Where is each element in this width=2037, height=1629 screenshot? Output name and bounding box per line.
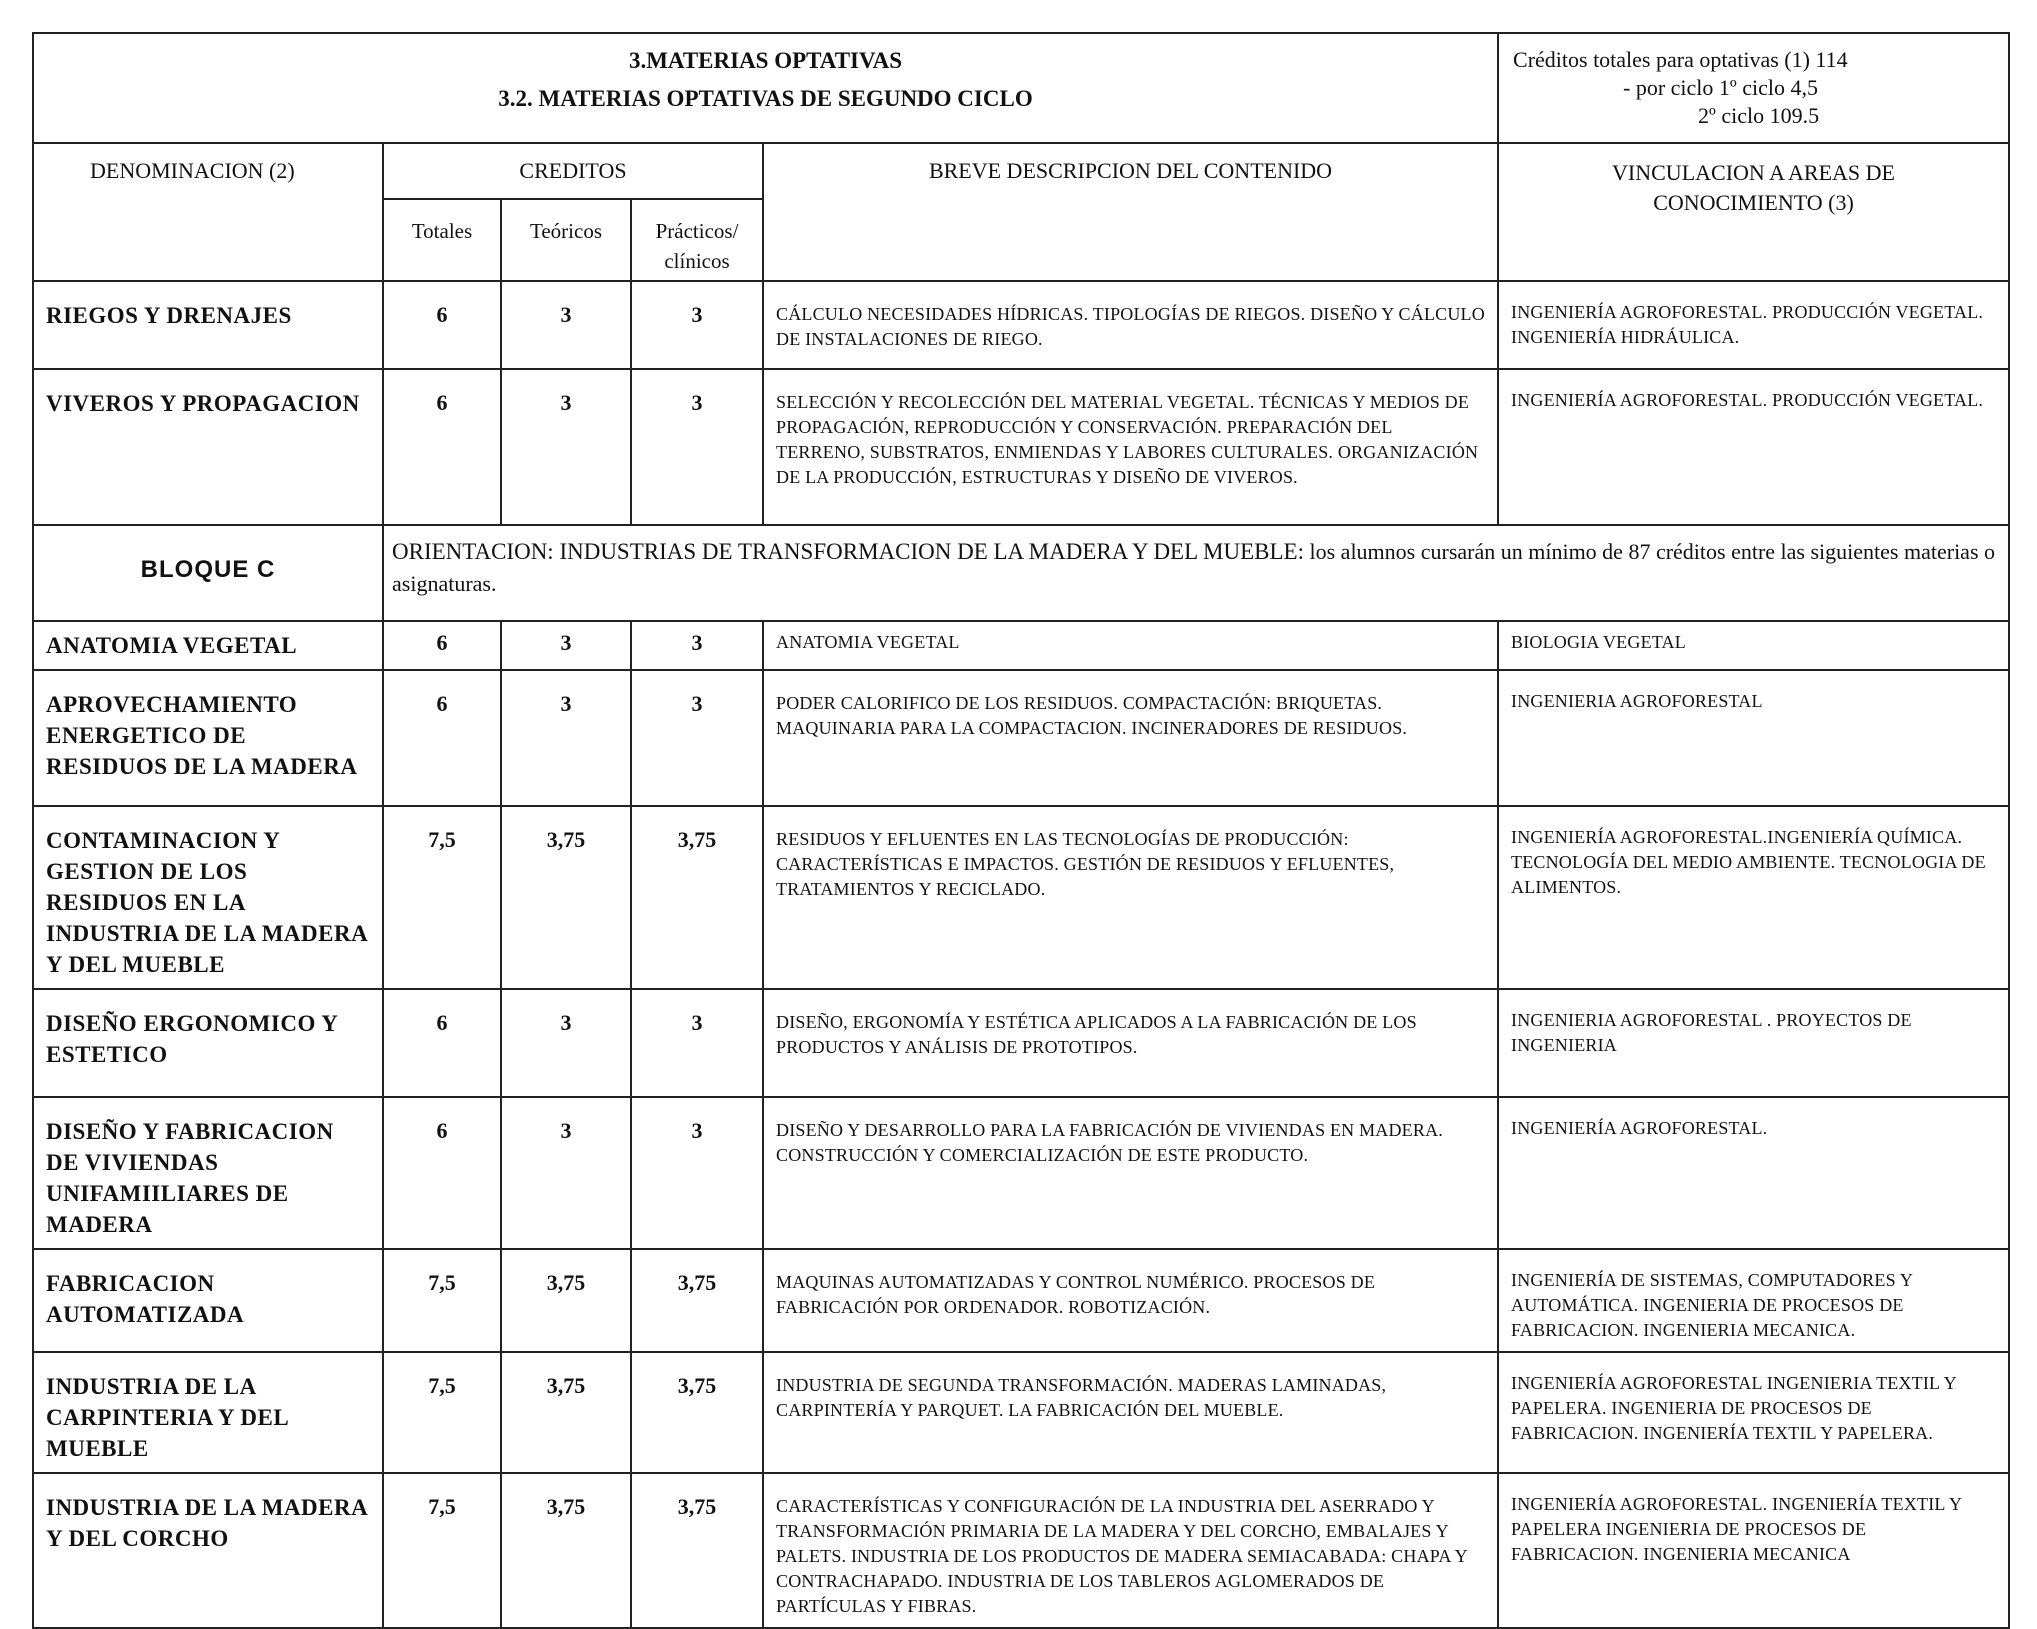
- subject-name: VIVEROS Y PROPAGACION: [33, 369, 383, 525]
- credits-first-cycle: - por ciclo 1º ciclo 4,5: [1623, 75, 1818, 100]
- credits-teoricos: 3: [501, 621, 631, 670]
- subject-name: CONTAMINACION Y GESTION DE LOS RESIDUOS EN LA INDUSTRIA DE LA MADERA Y DEL MUEBLE: [33, 806, 383, 989]
- credits-totales: 6: [383, 1097, 501, 1249]
- table-row: [33, 1249, 2009, 1352]
- knowledge-area: INGENIERÍA AGROFORESTAL. PRODUCCIÓN VEGETAL. INGENIERÍA HIDRÁULICA.: [1498, 281, 2009, 369]
- credits-totales: 6: [383, 369, 501, 525]
- knowledge-area: INGENIERÍA AGROFORESTAL. PRODUCCIÓN VEGETAL.: [1498, 369, 2009, 525]
- subject-name: ANATOMIA VEGETAL: [33, 621, 383, 670]
- content-description: INDUSTRIA DE SEGUNDA TRANSFORMACIÓN. MADERAS LAMINADAS, CARPINTERÍA Y PARQUET. LA FABRICACIÓN DEL MUEBLE.: [763, 1352, 1498, 1473]
- col-vinculacion: [1498, 143, 2009, 281]
- table-row: [33, 670, 2009, 806]
- knowledge-area: INGENIERÍA AGROFORESTAL.INGENIERÍA QUÍMICA. TECNOLOGÍA DEL MEDIO AMBIENTE. TECNOLOGIA DE ALIMENTOS.: [1498, 806, 2009, 989]
- section-subtitle: 3.2. MATERIAS OPTATIVAS DE SEGUNDO CICLO: [498, 86, 1033, 111]
- credits-totales: 7,5: [383, 1249, 501, 1352]
- credits-teoricos: 3: [501, 369, 631, 525]
- content-description: DISEÑO Y DESARROLLO PARA LA FABRICACIÓN DE VIVIENDAS EN MADERA. CONSTRUCCIÓN Y COMERCIALIZACIÓN DE ESTE PRODUCTO.: [763, 1097, 1498, 1249]
- col-vinculacion-line1: VINCULACION A AREAS DE: [1612, 160, 1895, 185]
- credits-practicos: 3: [631, 621, 763, 670]
- col-teoricos: Teóricos: [501, 199, 631, 281]
- bloque-description: [383, 525, 2009, 621]
- knowledge-area: BIOLOGIA VEGETAL: [1498, 621, 2009, 670]
- subject-name: INDUSTRIA DE LA MADERA Y DEL CORCHO: [33, 1473, 383, 1628]
- document-sheet: [32, 32, 2008, 1629]
- col-practicos: [631, 199, 763, 281]
- table-row: [33, 1352, 2009, 1473]
- subject-name: RIEGOS Y DRENAJES: [33, 281, 383, 369]
- title-row: [33, 33, 2009, 143]
- knowledge-area: INGENIERIA AGROFORESTAL: [1498, 670, 2009, 806]
- credits-practicos: 3,75: [631, 806, 763, 989]
- credits-totales: 6: [383, 621, 501, 670]
- col-practicos-line1: Prácticos/: [655, 219, 739, 243]
- content-description: ANATOMIA VEGETAL: [763, 621, 1498, 670]
- credits-teoricos: 3: [501, 670, 631, 806]
- table-row: [33, 1473, 2009, 1628]
- credits-total: Créditos totales para optativas (1) 114: [1513, 47, 1848, 72]
- knowledge-area: INGENIERÍA AGROFORESTAL. INGENIERÍA TEXTIL Y PAPELERA INGENIERIA DE PROCESOS DE FABRICACION. INGENIERIA MECANICA: [1498, 1473, 2009, 1628]
- subject-name: DISEÑO Y FABRICACION DE VIVIENDAS UNIFAMIILIARES DE MADERA: [33, 1097, 383, 1249]
- col-creditos: CREDITOS: [383, 143, 763, 199]
- credits-totales: 6: [383, 281, 501, 369]
- content-description: RESIDUOS Y EFLUENTES EN LAS TECNOLOGÍAS DE PRODUCCIÓN: CARACTERÍSTICAS E IMPACTOS. GESTIÓN DE RESIDUOS Y EFLUENTES, TRATAMIENTOS Y RECICLADO.: [763, 806, 1498, 989]
- section-title: 3.MATERIAS OPTATIVAS: [628, 48, 903, 73]
- col-vinculacion-line2: CONOCIMIENTO (3): [1653, 190, 1854, 215]
- col-practicos-line2: clínicos: [664, 249, 730, 273]
- col-denominacion: DENOMINACION (2): [33, 143, 383, 281]
- title-cell: [33, 33, 1498, 143]
- col-totales: Totales: [383, 199, 501, 281]
- col-descripcion: BREVE DESCRIPCION DEL CONTENIDO: [763, 143, 1498, 281]
- table-row: [33, 1097, 2009, 1249]
- content-description: CÁLCULO NECESIDADES HÍDRICAS. TIPOLOGÍAS DE RIEGOS. DISEÑO Y CÁLCULO DE INSTALACIONES DE RIEGO.: [763, 281, 1498, 369]
- knowledge-area: INGENIERÍA AGROFORESTAL INGENIERIA TEXTIL Y PAPELERA. INGENIERIA DE PROCESOS DE FABRICACION. INGENIERÍA TEXTIL Y PAPELERA.: [1498, 1352, 2009, 1473]
- credits-totales: 6: [383, 670, 501, 806]
- bloque-label: BLOQUE C: [33, 525, 383, 621]
- bloque-orientation: ORIENTACION: INDUSTRIAS DE TRANSFORMACION DE LA MADERA Y DEL MUEBLE:: [392, 539, 1304, 564]
- content-description: PODER CALORIFICO DE LOS RESIDUOS. COMPACTACIÓN: BRIQUETAS. MAQUINARIA PARA LA COMPACTACION. INCINERADORES DE RESIDUOS.: [763, 670, 1498, 806]
- optativas-table: [32, 32, 2010, 1629]
- knowledge-area: INGENIERÍA DE SISTEMAS, COMPUTADORES Y AUTOMÁTICA. INGENIERIA DE PROCESOS DE FABRICACION. INGENIERIA MECANICA.: [1498, 1249, 2009, 1352]
- content-description: MAQUINAS AUTOMATIZADAS Y CONTROL NUMÉRICO. PROCESOS DE FABRICACIÓN POR ORDENADOR. ROBOTIZACIÓN.: [763, 1249, 1498, 1352]
- credits-teoricos: 3,75: [501, 806, 631, 989]
- credits-totales: 7,5: [383, 1473, 501, 1628]
- table-row: [33, 621, 2009, 670]
- credits-practicos: 3: [631, 281, 763, 369]
- credits-totales: 6: [383, 989, 501, 1097]
- subject-name: DISEÑO ERGONOMICO Y ESTETICO: [33, 989, 383, 1097]
- credits-teoricos: 3: [501, 989, 631, 1097]
- table-row: [33, 281, 2009, 369]
- content-description: SELECCIÓN Y RECOLECCIÓN DEL MATERIAL VEGETAL. TÉCNICAS Y MEDIOS DE PROPAGACIÓN, REPRODUCCIÓN Y CONSERVACIÓN. PREPARACIÓN DEL TERRENO, SUBSTRATOS, ENMIENDAS Y LABORES CULTURALES. ORGANIZACIÓN DE LA PRODUCCIÓN, ESTRUCTURAS Y DISEÑO DE VIVEROS.: [763, 369, 1498, 525]
- knowledge-area: INGENIERÍA AGROFORESTAL.: [1498, 1097, 2009, 1249]
- credits-practicos: 3,75: [631, 1352, 763, 1473]
- credits-totales: 7,5: [383, 1352, 501, 1473]
- knowledge-area: INGENIERIA AGROFORESTAL . PROYECTOS DE INGENIERIA: [1498, 989, 2009, 1097]
- content-description: DISEÑO, ERGONOMÍA Y ESTÉTICA APLICADOS A LA FABRICACIÓN DE LOS PRODUCTOS Y ANÁLISIS DE PROTOTIPOS.: [763, 989, 1498, 1097]
- credits-practicos: 3: [631, 369, 763, 525]
- subject-name: APROVECHAMIENTO ENERGETICO DE RESIDUOS DE LA MADERA: [33, 670, 383, 806]
- subject-name: FABRICACION AUTOMATIZADA: [33, 1249, 383, 1352]
- content-description: CARACTERÍSTICAS Y CONFIGURACIÓN DE LA INDUSTRIA DEL ASERRADO Y TRANSFORMACIÓN PRIMARIA DE LA MADERA Y DEL CORCHO, EMBALAJES Y PALETS. INDUSTRIA DE LOS PRODUCTOS DE MADERA SEMIACABADA: CHAPA Y CONTRACHAPADO. INDUSTRIA DE LOS TABLEROS AGLOMERADOS DE PARTÍCULAS Y FIBRAS.: [763, 1473, 1498, 1628]
- table-row: [33, 989, 2009, 1097]
- credits-summary-cell: [1498, 33, 2009, 143]
- credits-teoricos: 3,75: [501, 1473, 631, 1628]
- table-row: [33, 806, 2009, 989]
- credits-practicos: 3: [631, 1097, 763, 1249]
- table-row: [33, 369, 2009, 525]
- credits-practicos: 3: [631, 989, 763, 1097]
- credits-teoricos: 3,75: [501, 1352, 631, 1473]
- credits-teoricos: 3: [501, 281, 631, 369]
- credits-practicos: 3: [631, 670, 763, 806]
- credits-second-cycle: 2º ciclo 109.5: [1698, 103, 1820, 128]
- column-header-row: [33, 143, 2009, 199]
- subject-name: INDUSTRIA DE LA CARPINTERIA Y DEL MUEBLE: [33, 1352, 383, 1473]
- credits-teoricos: 3: [501, 1097, 631, 1249]
- credits-teoricos: 3,75: [501, 1249, 631, 1352]
- credits-practicos: 3,75: [631, 1473, 763, 1628]
- credits-totales: 7,5: [383, 806, 501, 989]
- credits-practicos: 3,75: [631, 1249, 763, 1352]
- bloque-row: [33, 525, 2009, 621]
- bloque-requirement: los alumnos cursarán un mínimo de 87 créditos entre las siguientes materias o asignaturas.: [392, 539, 1996, 596]
